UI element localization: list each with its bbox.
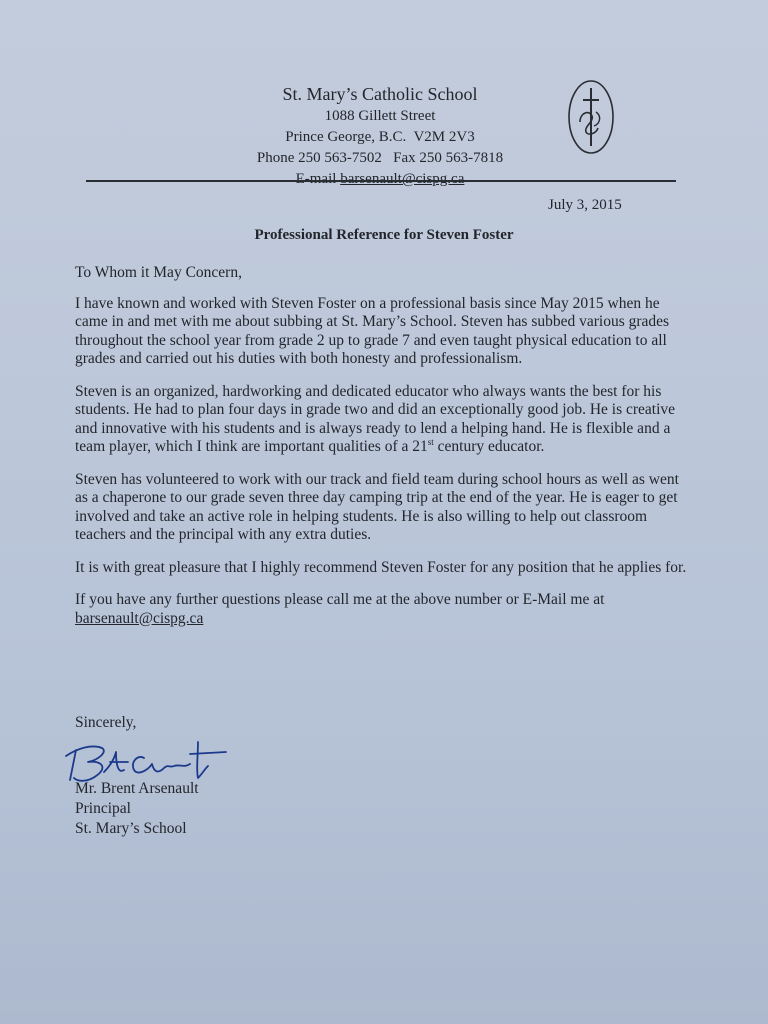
letter-subject: Professional Reference for Steven Foster bbox=[254, 227, 514, 243]
paragraph-2-main: Steven is an organized, hardworking and dedicated educator who always wants the best for his students. He had to plan four days in grade two and did an exceptionally good job. He is creative and innovative with his students and is always ready to lend a helping hand. He is flexible and a team player, which I think are important qualities of a 21 bbox=[75, 382, 676, 455]
cross-monogram-crest-icon bbox=[566, 78, 616, 156]
paragraph-1: I have known and worked with Steven Foster on a professional basis since May 2015 when he came in and met with me about subbing at St. Mary’s School. Steven has subbed various grades throughout the school year from grade 2 up to grade 7 and even taught physical education to all grades and carried out his duties with both honesty and professionalism. bbox=[75, 294, 670, 367]
letter-body bbox=[75, 264, 687, 642]
school-phone-fax: Phone 250 563-7502 Fax 250 563-7818 bbox=[256, 150, 504, 166]
letterhead bbox=[200, 82, 560, 190]
signer-school: St. Mary’s School bbox=[75, 820, 187, 837]
paragraph-2-end: century educator. bbox=[433, 438, 545, 455]
paragraph-2 bbox=[75, 383, 687, 457]
signature-block bbox=[75, 779, 199, 839]
email-prefix: E-mail bbox=[295, 171, 341, 187]
letter-date: July 3, 2015 bbox=[548, 197, 622, 213]
paragraph-5 bbox=[75, 591, 687, 628]
contact-email-link[interactable]: barsenault@cispg.ca bbox=[75, 609, 204, 627]
salutation: To Whom it May Concern, bbox=[75, 264, 242, 281]
paragraph-5-text: If you have any further questions please call me at the above number or E-Mail me at bbox=[75, 591, 605, 608]
paragraph-3: Steven has volunteered to work with our track and field team during school hours as well as went as a chaperone to our grade seven three day camping trip at the end of the year. He is eager to get involved and take an active role in helping students. He is also willing to help out classroom teachers and the principal with any extra duties. bbox=[75, 470, 679, 543]
paragraph-4: It is with great pleasure that I highly recommend Steven Foster for any position that he applies for. bbox=[75, 558, 687, 576]
letterhead-divider bbox=[86, 180, 676, 182]
school-email-link[interactable]: barsenault@cispg.ca bbox=[340, 171, 465, 187]
signer-title: Principal bbox=[75, 800, 131, 817]
school-city: Prince George, B.C. V2M 2V3 bbox=[285, 129, 475, 145]
ordinal-suffix: st bbox=[427, 437, 434, 447]
school-name: St. Mary’s Catholic School bbox=[282, 84, 478, 104]
school-street: 1088 Gillett Street bbox=[324, 108, 436, 124]
closing: Sincerely, bbox=[75, 714, 137, 731]
signer-name: Mr. Brent Arsenault bbox=[75, 780, 199, 797]
